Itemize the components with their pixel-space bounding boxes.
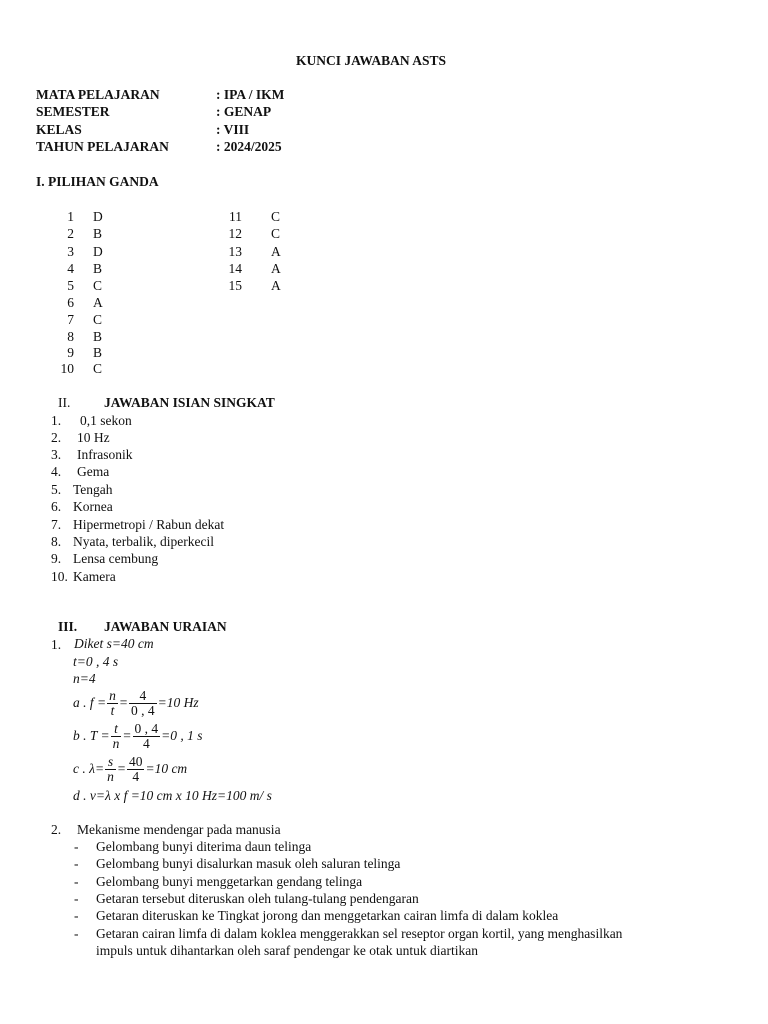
mc-answer: B (93, 226, 103, 241)
mc-answer: C (271, 226, 281, 241)
mc-answer: B (93, 329, 103, 344)
list-item: Gelombang bunyi menggetarkan gendang telinga (96, 874, 363, 889)
list-number: 1. (51, 413, 62, 428)
mc-number: 4 (67, 261, 74, 276)
section-3-numeral: III. (58, 619, 78, 634)
bullet-dash: - (74, 908, 79, 923)
bullet-dash: - (74, 874, 79, 889)
list-item: Gema (77, 464, 110, 479)
fraction-numerator: n (109, 688, 116, 704)
mc-number: 14 (228, 261, 242, 276)
list-item: Lensa cembung (73, 551, 159, 566)
equation-prefix: c . λ= (73, 761, 105, 776)
mc-answer: D (93, 209, 103, 224)
question-2-number: 2. (51, 822, 62, 837)
meta-value-class: : VIII (216, 122, 250, 137)
mc-answer: A (271, 261, 281, 276)
bullet-dash: - (74, 926, 79, 941)
question-1-number: 1. (51, 637, 62, 652)
fraction-numerator: s (105, 755, 116, 770)
equation-frequency: a . f = $\frac{n}{t}$ = $\frac{4}{0 , 4}$ =10 Hz (73, 688, 199, 719)
list-item: Nyata, terbalik, diperkecil (73, 534, 214, 549)
fraction-denominator: 4 (142, 736, 150, 752)
equation-result: =10 Hz (157, 695, 199, 710)
meta-value-semester: : GENAP (216, 104, 272, 119)
mc-answer: D (93, 244, 103, 259)
mc-number: 12 (228, 226, 242, 241)
mc-number: 15 (228, 278, 242, 293)
mc-number: 13 (228, 244, 242, 259)
equation-prefix: b . T = (73, 728, 110, 743)
question-2-heading: Mekanisme mendengar pada manusia (77, 822, 281, 837)
bullet-dash: - (74, 856, 79, 871)
list-number: 2. (51, 430, 62, 445)
list-number: 3. (51, 447, 62, 462)
fraction (105, 755, 116, 784)
mc-number: 8 (67, 329, 74, 344)
list-item: 0,1 sekon (80, 413, 132, 428)
mc-number: 1 (67, 209, 74, 224)
list-item: Gelombang bunyi disalurkan masuk oleh saluran telinga (96, 856, 401, 871)
bullet-dash: - (74, 891, 79, 906)
page-title: KUNCI JAWABAN ASTS (295, 53, 447, 68)
mc-number: 10 (60, 361, 74, 376)
mc-number: 5 (67, 278, 74, 293)
fraction-denominator: t (110, 703, 115, 719)
list-item: 10 Hz (77, 430, 110, 445)
equation-result: =0 , 1 s (161, 728, 203, 743)
list-item: Hipermetropi / Rabun dekat (73, 517, 225, 532)
list-item: Kamera (73, 569, 116, 584)
mc-answer: C (93, 312, 103, 327)
mc-answer: B (93, 261, 103, 276)
bullet-dash: - (74, 839, 79, 854)
fraction (127, 755, 145, 784)
list-number: 10. (51, 569, 68, 584)
equation-period: b . T = $\frac{t}{n}$ = $\frac{0 , 4}{4}$ =0 , 1 s (73, 721, 203, 752)
fraction (133, 722, 161, 751)
mc-answer: B (93, 345, 103, 360)
section-2-heading: JAWABAN ISIAN SINGKAT (104, 395, 275, 410)
meta-value-year: : 2024/2025 (216, 139, 282, 154)
meta-label-class: KELAS (36, 122, 82, 137)
mc-answer: A (271, 278, 281, 293)
section-3-heading: JAWABAN URAIAN (104, 619, 227, 634)
fraction-denominator: n (107, 769, 114, 785)
mc-answer: C (271, 209, 281, 224)
fraction-denominator: 0 , 4 (131, 703, 155, 719)
list-item: Getaran diteruskan ke Tingkat jorong dan menggetarkan cairan limfa di dalam koklea (96, 908, 559, 923)
equation-wavelength: c . λ= $\frac{s}{n}$ = $\frac{40}{4}$ =10 cm (73, 754, 188, 785)
meta-label-semester: SEMESTER (36, 104, 110, 119)
mc-number: 9 (67, 345, 74, 360)
list-item-continuation: impuls untuk dihantarkan oleh saraf pendengar ke otak untuk diartikan (96, 943, 479, 958)
mc-number: 7 (67, 312, 74, 327)
fraction-numerator: 0 , 4 (134, 721, 159, 737)
list-item: Tengah (73, 482, 113, 497)
list-item: Getaran cairan limfa di dalam koklea menggerakkan sel reseptor organ kortil, yang menghasilkan (96, 926, 623, 941)
list-number: 9. (51, 551, 62, 566)
list-item: Infrasonik (77, 447, 133, 462)
section-2-numeral: II. (58, 395, 71, 410)
given-count: n=4 (73, 671, 96, 686)
equation-result: =10 cm (145, 761, 188, 776)
mc-answer: A (93, 295, 103, 310)
list-number: 4. (51, 464, 62, 479)
mc-answer: A (271, 244, 281, 259)
list-number: 6. (51, 499, 62, 514)
list-item: Kornea (73, 499, 113, 514)
fraction-numerator: t (111, 722, 122, 737)
list-number: 7. (51, 517, 62, 532)
fraction-denominator: n (112, 736, 120, 752)
fraction-numerator: 40 (128, 754, 143, 770)
meta-label-subject: MATA PELAJARAN (36, 87, 160, 102)
mc-number: 11 (229, 209, 242, 224)
fraction-denominator: 4 (132, 769, 140, 785)
fraction (129, 689, 157, 718)
list-item: Gelombang bunyi diterima daun telinga (96, 839, 312, 854)
mc-answer: C (93, 278, 103, 293)
equation-velocity: d . v=λ x f =10 cm x 10 Hz=100 m/ s (73, 788, 272, 803)
list-item: Getaran tersebut diteruskan oleh tulang-tulang pendengaran (96, 891, 419, 906)
list-number: 8. (51, 534, 62, 549)
list-number: 5. (51, 482, 62, 497)
equation-prefix: a . f = (73, 695, 107, 710)
fraction (111, 722, 122, 751)
given-distance: Diket s=40 cm (74, 636, 154, 651)
given-time: t=0 , 4 s (73, 654, 119, 669)
fraction (107, 689, 118, 718)
mc-number: 3 (67, 244, 74, 259)
meta-value-subject: : IPA / IKM (216, 87, 285, 102)
fraction-numerator: 4 (129, 689, 157, 704)
mc-number: 2 (67, 226, 74, 241)
mc-number: 6 (67, 295, 74, 310)
mc-answer: C (93, 361, 103, 376)
section-1-heading: I. PILIHAN GANDA (36, 174, 159, 189)
meta-label-year: TAHUN PELAJARAN (36, 139, 169, 154)
